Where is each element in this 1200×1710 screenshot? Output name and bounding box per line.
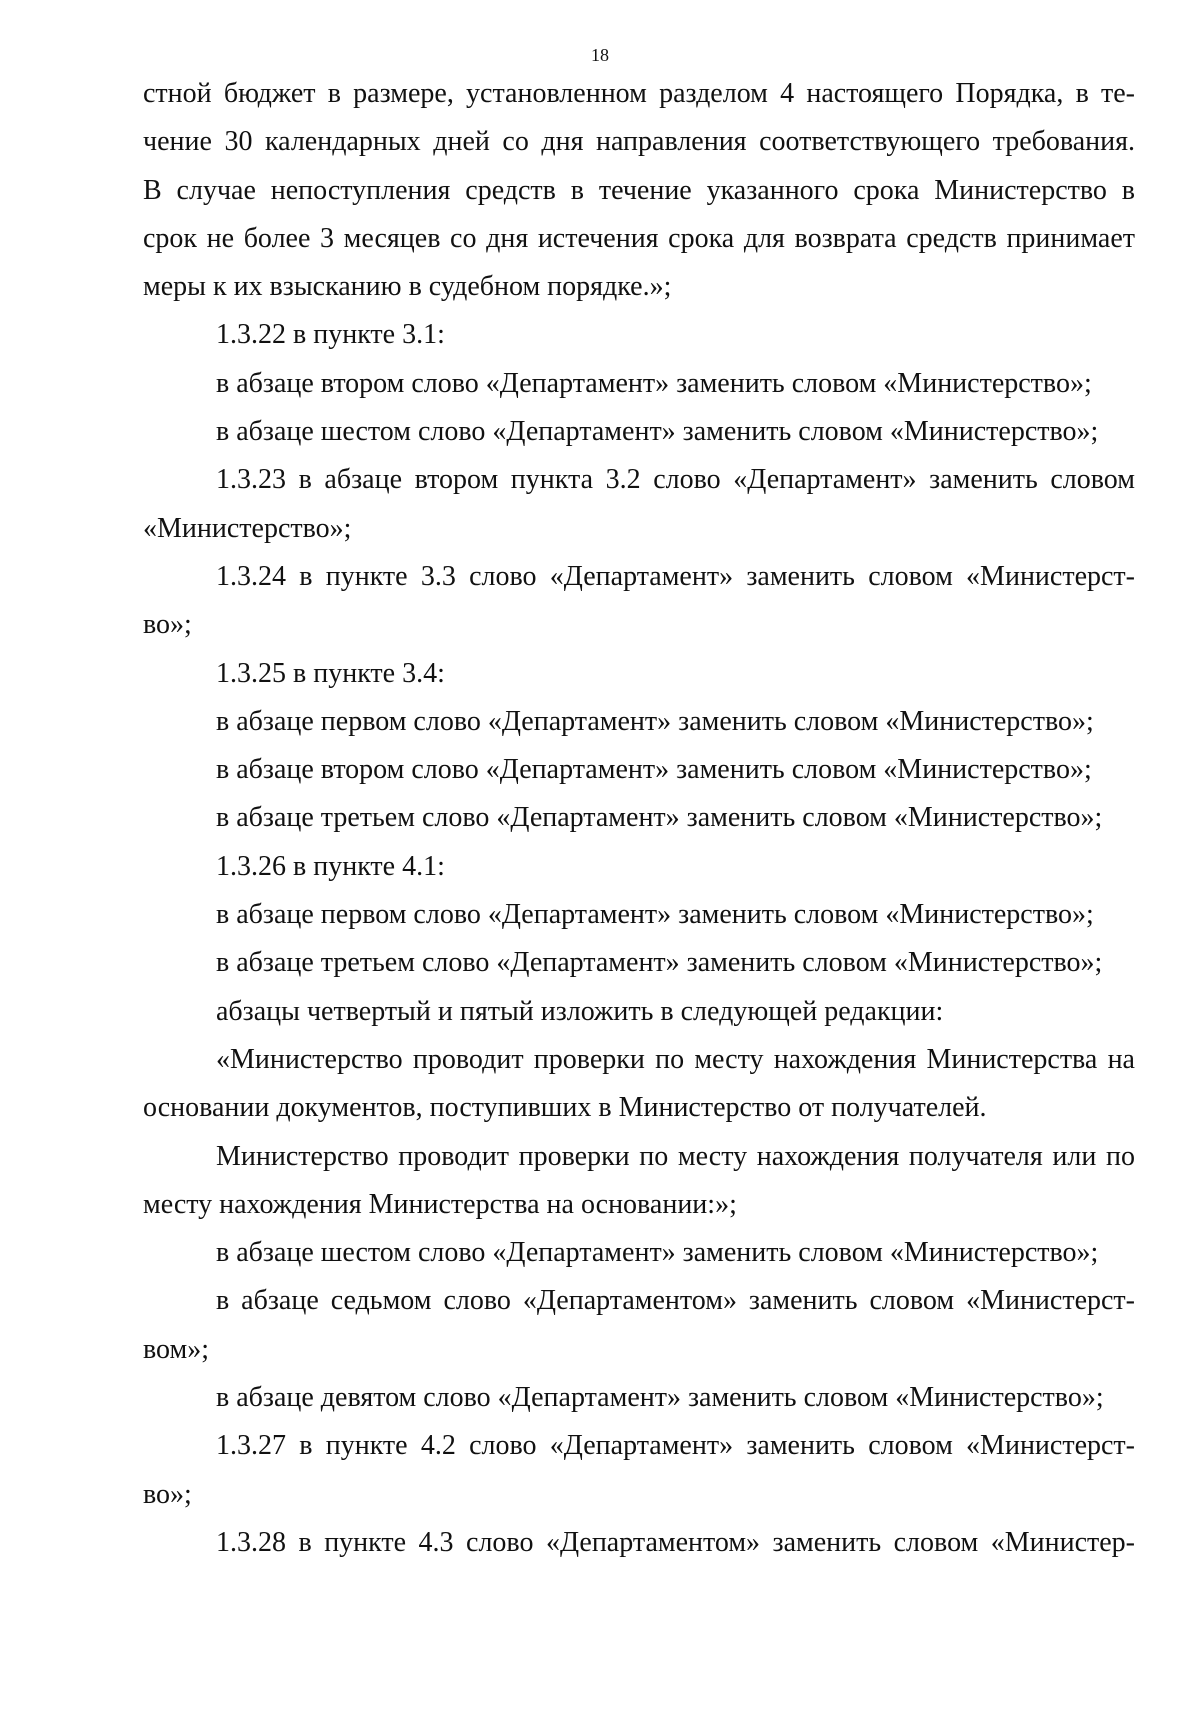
text-line: 1.3.26 в пункте 4.1: <box>216 850 445 882</box>
text-line: в абзаце первом слово «Департамент» заменить словом «Министерство»; <box>216 705 1094 737</box>
text-line: 1.3.25 в пункте 3.4: <box>216 657 445 689</box>
text-line: основании документов, поступивших в Министерство от получателей. <box>143 1092 987 1124</box>
text-line: в абзаце втором слово «Департамент» заменить словом «Министерство»; <box>216 367 1092 399</box>
text-line: 1.3.22 в пункте 3.1: <box>216 319 445 351</box>
document-body <box>143 70 1135 1567</box>
text-line: в абзаце шестом слово «Департамент» заменить словом «Министерство»; <box>216 1237 1099 1269</box>
text-line: в абзаце седьмом слово «Департаментом» заменить словом «Министерст- <box>216 1285 1135 1317</box>
page-number: 18 <box>591 45 609 65</box>
text-line: 1.3.28 в пункте 4.3 слово «Департаментом» заменить словом «Министер- <box>216 1526 1135 1558</box>
text-line: «Министерство проводит проверки по месту нахождения Министерства на <box>216 1043 1135 1075</box>
text-line: 1.3.23 в абзаце втором пункта 3.2 слово «Департамент» заменить словом <box>216 464 1135 496</box>
text-line: 1.3.27 в пункте 4.2 слово «Департамент» заменить словом «Министерст- <box>216 1430 1135 1462</box>
text-line: в абзаце шестом слово «Департамент» заменить словом «Министерство»; <box>216 416 1099 448</box>
text-line: 1.3.24 в пункте 3.3 слово «Департамент» заменить словом «Министерст- <box>216 560 1135 592</box>
text-line: вом»; <box>143 1333 209 1365</box>
text-line: в абзаце третьем слово «Департамент» заменить словом «Министерство»; <box>216 802 1103 834</box>
text-line: чение 30 календарных дней со дня направления соответствующего требования. <box>143 126 1135 158</box>
text-line: меры к их взысканию в судебном порядке.»; <box>143 271 672 303</box>
text-line: в абзаце первом слово «Департамент» заменить словом «Министерство»; <box>216 899 1094 931</box>
text-line: в абзаце девятом слово «Департамент» заменить словом «Министерство»; <box>216 1382 1104 1414</box>
text-line: в абзаце третьем слово «Департамент» заменить словом «Министерство»; <box>216 947 1103 979</box>
text-line: во»; <box>143 1478 192 1510</box>
text-line: стной бюджет в размере, установленном разделом 4 настоящего Порядка, в те- <box>143 78 1135 109</box>
text-line: срок не более 3 месяцев со дня истечения срока для возврата средств принимает <box>143 222 1135 254</box>
text-line: в абзаце втором слово «Департамент» заменить словом «Министерство»; <box>216 754 1092 786</box>
text-line: абзацы четвертый и пятый изложить в следующей редакции: <box>216 995 944 1027</box>
text-line: «Министерство»; <box>143 512 352 544</box>
text-line: месту нахождения Министерства на основании:»; <box>143 1188 737 1220</box>
text-line: во»; <box>143 609 192 641</box>
text-line: В случае непоступления средств в течение указанного срока Министерство в <box>143 174 1135 206</box>
text-line: Министерство проводит проверки по месту нахождения получателя или по <box>216 1140 1135 1172</box>
